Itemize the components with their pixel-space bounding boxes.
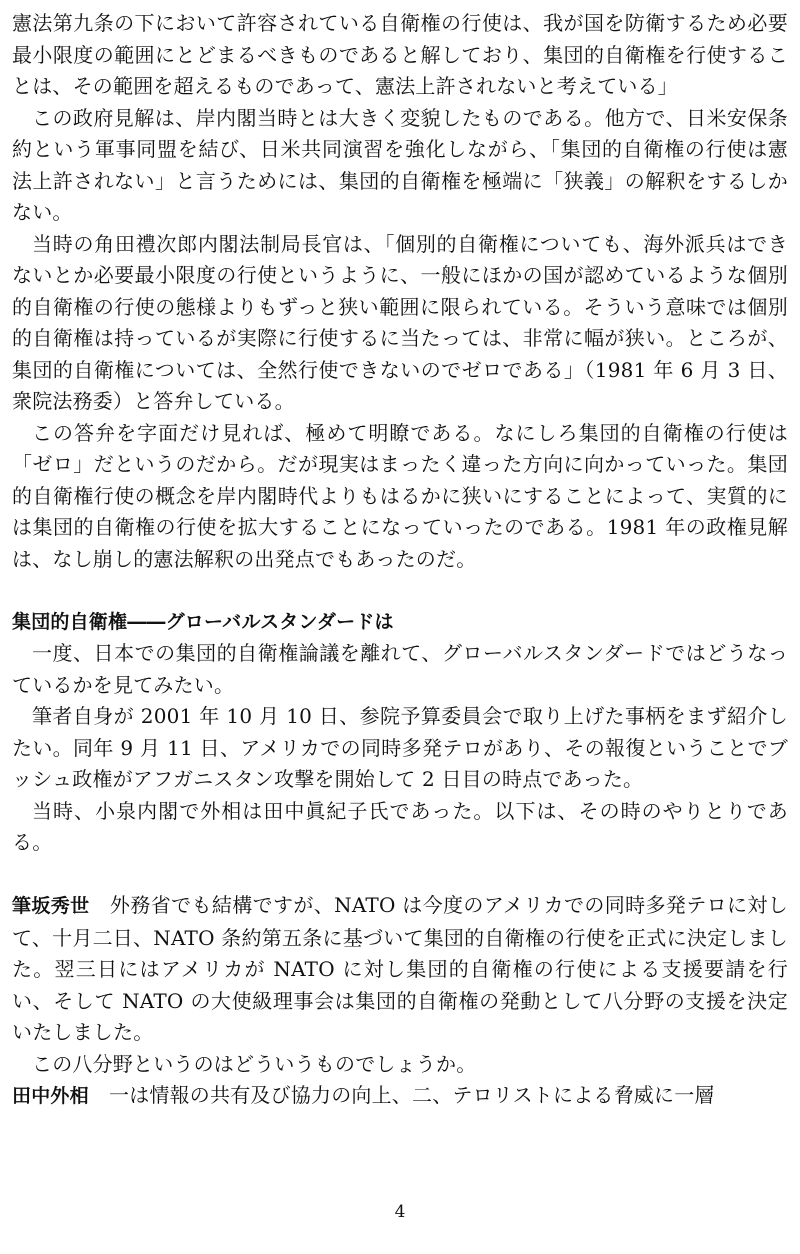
paragraph-quote-end: 憲法第九条の下において許容されている自衛権の行使は、我が国を防衛するため必要最小限度の範囲にとどまるべきものであると解しており、集団的自衛権を行使することは、その範囲を超えるものであって、憲法上許されないと考えている」 [12, 11, 788, 98]
speaker-name: 筆坂秀世 [12, 895, 90, 917]
paragraph: この八分野というのはどういうものでしょうか。 [32, 1051, 477, 1076]
dialogue-entry [12, 890, 788, 1049]
paragraph: この答弁を字面だけ見れば、極めて明瞭である。なにしろ集団的自衛権の行使は「ゼロ」だというのだから。だが現実はまったく違った方向に向かっていった。集団的自衛権行使の概念を岸内閣時代よりもはるかに狭いにすることによって、実質的には集団的自衛権の行使を拡大することになっていったのである。1981 年の政権見解は、なし崩し的憲法解釈の出発点でもあったのだ。 [12, 420, 788, 571]
speech-text: 外務省でも結構ですが、NATO は今度のアメリカでの同時多発テロに対して、十月二日、NATO 条約第五条に基づいて集団的自衛権の行使を正式に決定しました。翌三日にはアメリカが NATO に対し集団的自衛権の行使による支援要請を行い、そして NATO の大使級理事会は集団的自衛権の発動として八分野の支援を決定いたしました。 [12, 893, 788, 1044]
page-number: 4 [394, 1202, 406, 1222]
paragraph: 筆者自身が 2001 年 10 月 10 日、参院予算委員会で取り上げた事柄をまず紹介したい。同年 9 月 11 日、アメリカでの同時多発テロがあり、その報復ということでブッシュ政権がアフガニスタン攻撃を開始して 2 日目の時点であった。 [12, 704, 788, 791]
paragraph: 一度、日本での集団的自衛権論議を離れて、グローバルスタンダードではどうなっているかを見てみたい。 [12, 641, 788, 697]
paragraph: この政府見解は、岸内閣当時とは大きく変貌したものである。他方で、日米安保条約という軍事同盟を結び、日米共同演習を強化しながら、「集団的自衛権の行使は憲法上許されない」と言うためには、集団的自衛権を極端に「狭義」の解釈をするしかない。 [12, 105, 788, 224]
body-text [12, 8, 788, 1113]
paragraph: 当時の角田禮次郎内閣法制局長官は、「個別的自衛権についても、海外派兵はできないとか必要最小限度の行使というように、一般にほかの国が認めているような個別的自衛権の行使の態様よりもずっと狭い範囲に限られている。そういう意味では個別的自衛権は持っているが実際に行使するに当たっては、非常に幅が狭い。ところが、集団的自衛権については、全然行使できないのでゼロである」（1981 年 6 月 3 日、衆院法務委）と答弁している。 [12, 231, 788, 413]
spacer [12, 859, 788, 891]
speaker-name: 田中外相 [12, 1085, 89, 1107]
section-heading: 集団的自衛権――グローバルスタンダードは [12, 610, 394, 633]
spacer [12, 575, 788, 607]
speech-text: 一は情報の共有及び協力の向上、二、テロリストによる脅威に一層 [88, 1083, 715, 1107]
paragraph: 当時、小泉内閣で外相は田中眞紀子氏であった。以下は、その時のやりとりである。 [12, 798, 788, 854]
dialogue-entry [12, 1080, 788, 1113]
